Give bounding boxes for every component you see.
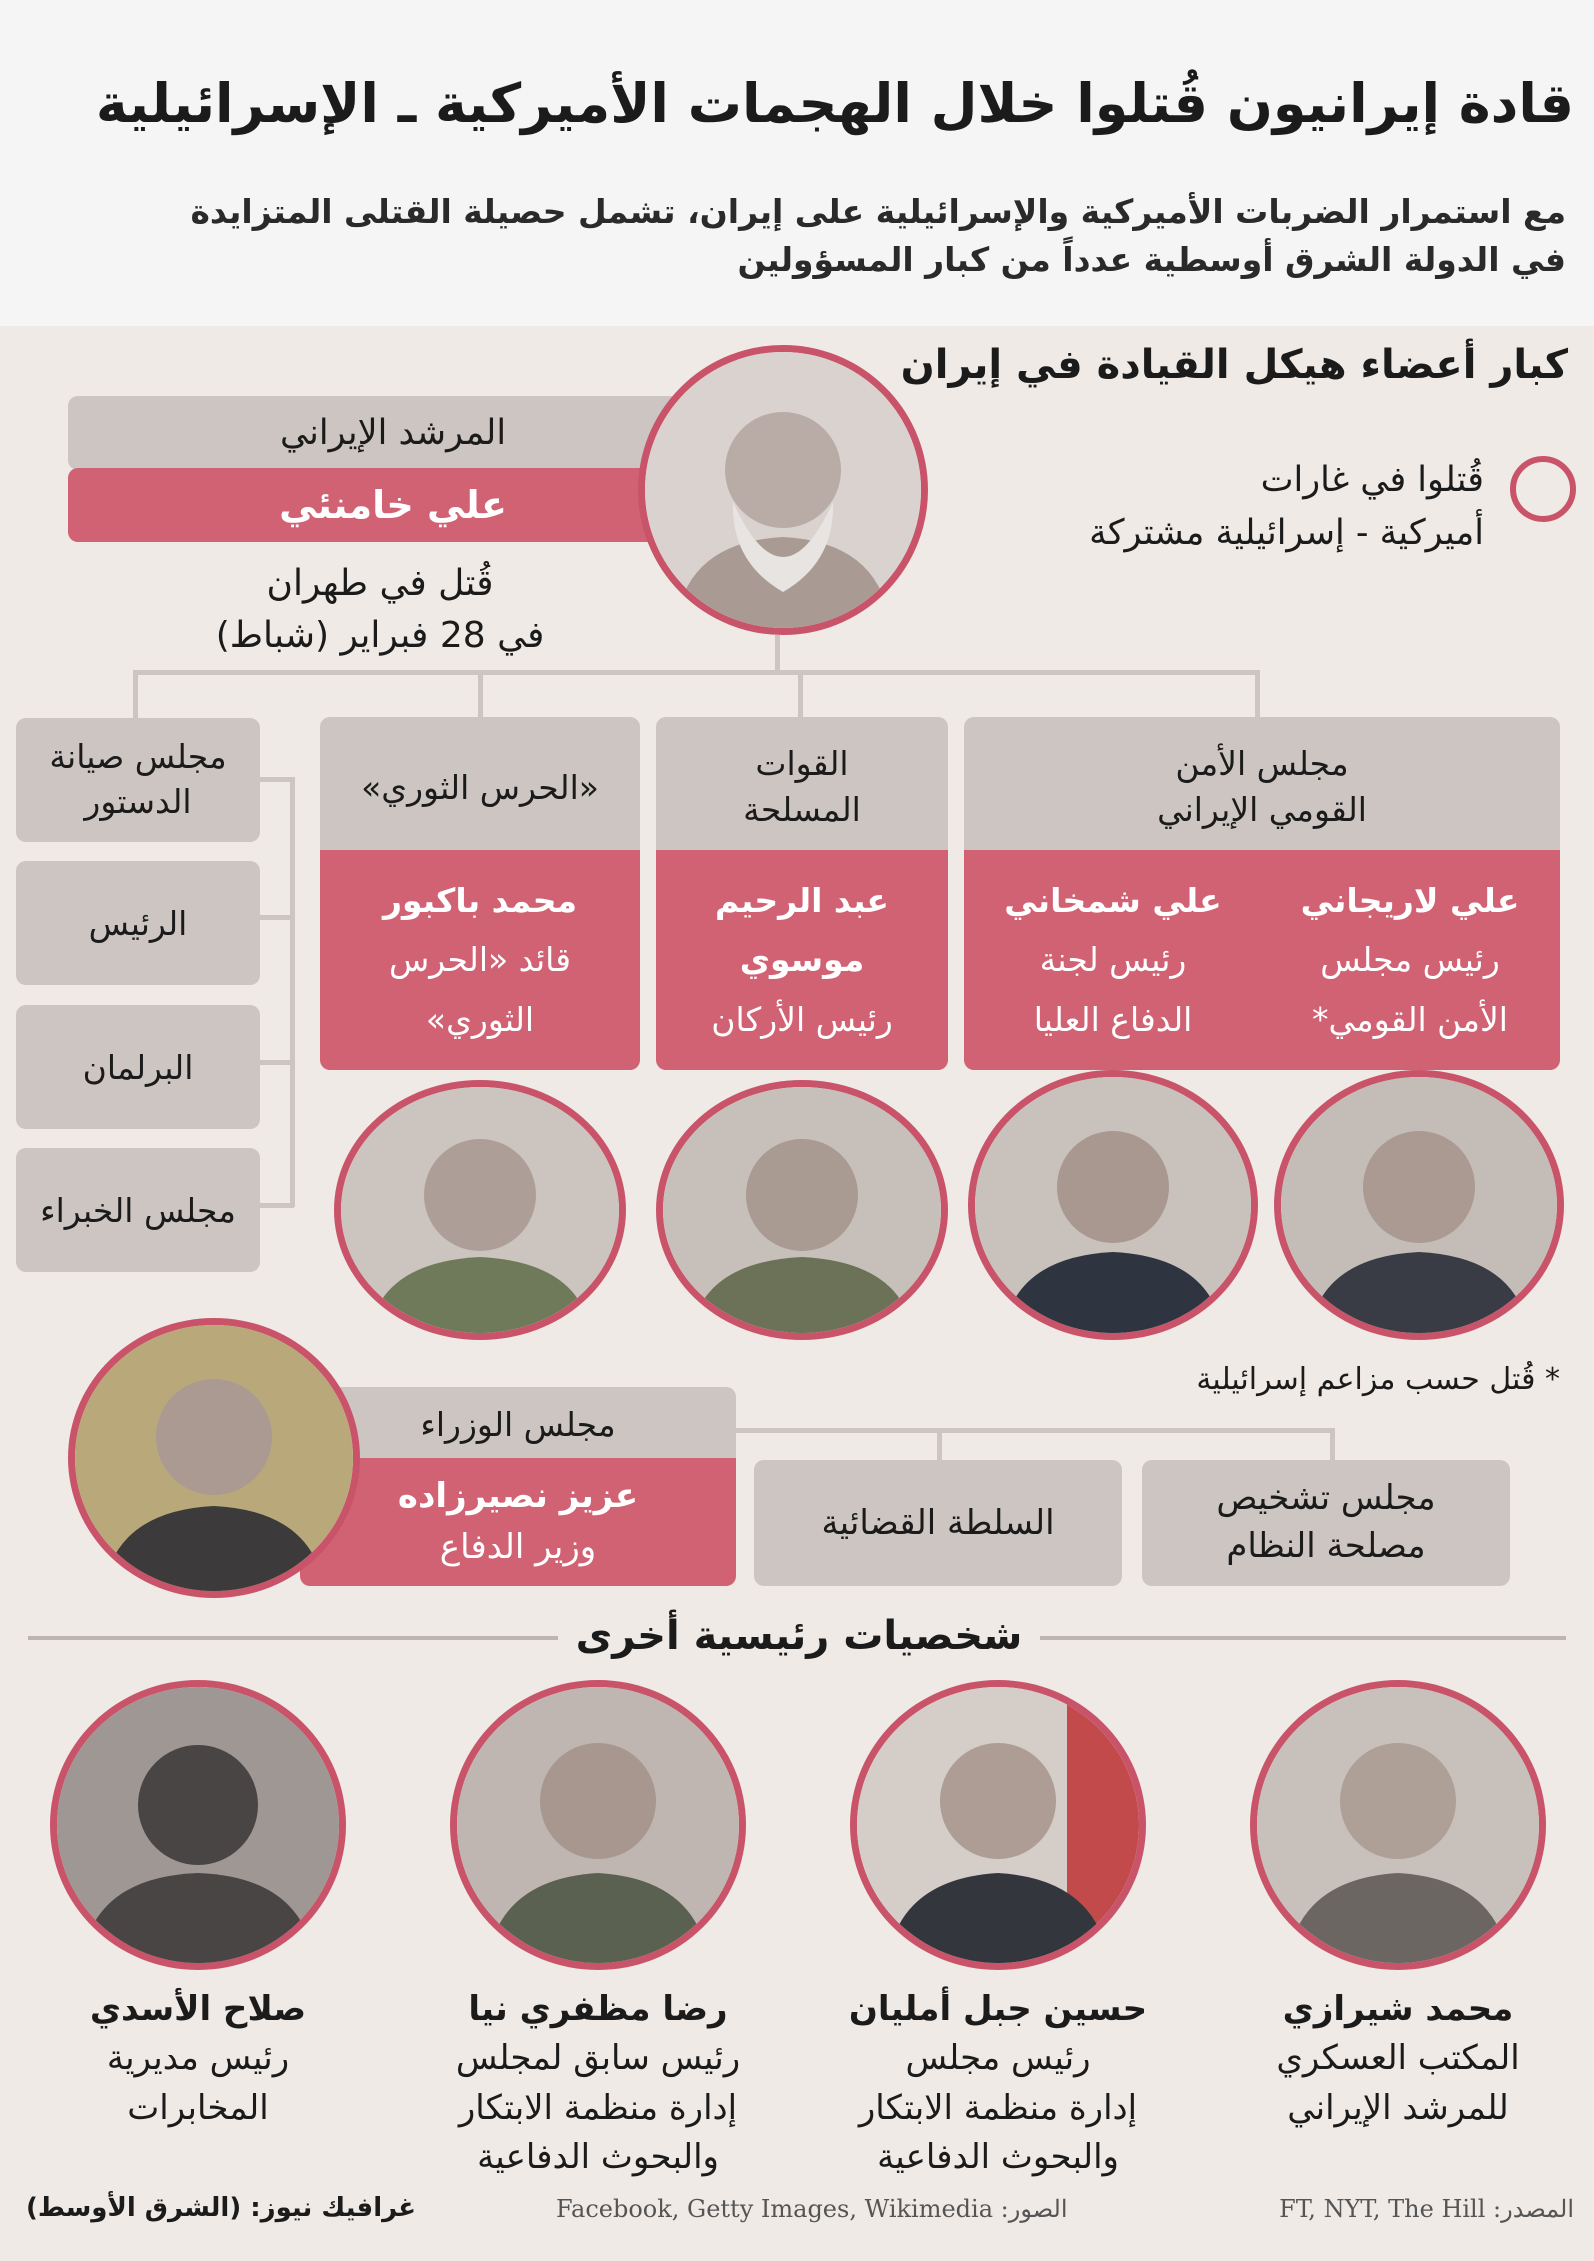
ministers-person-box (300, 1458, 736, 1586)
side-box-assembly-of-experts: مجلس الخبراء (16, 1148, 260, 1272)
expediency-council-box: مجلس تشخيص مصلحة النظام (1142, 1460, 1510, 1586)
snsc-header-2: القومي الإيراني (1157, 790, 1367, 829)
guard-name: محمد باكبور (382, 880, 578, 920)
photo-jabal-amelian (850, 1680, 1146, 1970)
leader-note (160, 558, 600, 662)
leader-role: المرشد الإيراني (279, 413, 507, 453)
snsc-header-1: مجلس الأمن (1175, 743, 1349, 783)
armed-name-1: عبد الرحيم (715, 880, 889, 920)
photo-shirazi (1250, 1680, 1546, 1970)
snsc-person-shamkhani: علي شمخاني رئيس لجنة الدفاع العليا (1004, 880, 1222, 1039)
side-box-president: الرئيس (16, 861, 260, 985)
other-person-mozaffari-nia: رضا مظفري نيا رئيس سابق لمجلس إدارة منظمة الابتكار والبحوث الدفاعية (455, 1989, 741, 2177)
leader-note-2: في 28 فبراير (شباط) (215, 615, 545, 657)
person-icon (975, 1077, 1251, 1333)
connector-top (133, 670, 1259, 675)
connector-side (290, 777, 295, 1207)
photos-line (556, 2195, 1068, 2223)
other-person-shirazi: محمد شيرازي المكتب العسكري للمرشد الإيراني (1276, 1989, 1520, 2128)
side-box-guardian-council: مجلس صيانة الدستور (16, 718, 260, 842)
leader-photo (638, 345, 928, 635)
credit: غرافيك نيوز: (الشرق الأوسط) (26, 2193, 417, 2223)
guard-person-box (320, 850, 640, 1070)
side-box-parliament: البرلمان (16, 1005, 260, 1129)
photos-text: Facebook, Getty Images, Wikimedia (556, 2195, 994, 2223)
photo-nasirzadeh (68, 1318, 360, 1598)
photo-asadi-placeholder (50, 1680, 346, 1970)
guard-title-1: قائد «الحرس (388, 940, 572, 980)
connector-leader (775, 635, 780, 673)
guard-header: «الحرس الثوري» (361, 767, 599, 807)
photo-mousavi (656, 1080, 948, 1340)
other-person-jabal-amelian: حسين جبل أمليان رئيس مجلس إدارة منظمة الابتكار والبحوث الدفاعية (848, 1989, 1148, 2177)
judiciary-box: السلطة القضائية (754, 1460, 1122, 1586)
subtitle-line-2: في الدولة الشرق أوسطية عدداً من كبار المسؤولين (737, 239, 1566, 279)
photo-pakpour (334, 1080, 626, 1340)
armed-header-box (656, 717, 948, 857)
photos-label: الصور: (1000, 2195, 1068, 2223)
armed-name-2: موسوي (739, 940, 865, 980)
source-label: المصدر: (1493, 2195, 1574, 2223)
connector-bottom (735, 1428, 1335, 1433)
legend-ring-icon (1510, 456, 1576, 522)
leader-name-box (68, 468, 718, 542)
person-icon (457, 1687, 739, 1963)
section-title: كبار أعضاء هيكل القيادة في إيران (900, 342, 1568, 388)
others-title: شخصيات رئيسية أخرى (575, 1613, 1023, 1659)
ministers-name: عزيز نصيرزاده (397, 1476, 639, 1516)
person-icon (1257, 1687, 1539, 1963)
guard-title-2: الثوري» (425, 999, 535, 1039)
guard-header-box (320, 717, 640, 857)
legend-line-2: أميركية - إسرائيلية مشتركة (1089, 512, 1484, 553)
photo-shamkhani (968, 1070, 1258, 1340)
legend-line-1: قُتلوا في غارات (1260, 460, 1484, 500)
leader-note-1: قُتل في طهران (266, 563, 494, 604)
snsc-person-box (964, 850, 1560, 1070)
leader-name: علي خامنئي (279, 483, 507, 527)
snsc-person-larijani: علي لاريجاني رئيس مجلس الأمن القومي* (1300, 880, 1520, 1039)
ministers-header-box (300, 1387, 736, 1461)
photo-mozaffari-nia (450, 1680, 746, 1970)
ministers-title: وزير الدفاع (439, 1527, 597, 1567)
other-person-asadi: صلاح الأسدي رئيس مديرية المخابرات (89, 1989, 307, 2128)
leader-role-box (68, 396, 718, 470)
snsc-header-box (964, 717, 1560, 857)
person-icon (857, 1687, 1139, 1963)
person-icon (341, 1087, 619, 1333)
person-icon (75, 1325, 353, 1591)
person-icon (663, 1087, 941, 1333)
legend-text (884, 454, 1484, 559)
person-icon (645, 352, 921, 628)
armed-person-box (656, 850, 948, 1070)
subtitle-line-1: مع استمرار الضربات الأميركية والإسرائيلية على إيران، تشمل حصيلة القتلى المتزايدة (190, 192, 1566, 231)
photo-larijani (1274, 1070, 1564, 1340)
ministers-header: مجلس الوزراء (420, 1404, 616, 1444)
armed-title: رئيس الأركان (711, 999, 893, 1039)
silhouette-icon (57, 1687, 339, 1963)
armed-header-2: المسلحة (743, 790, 861, 829)
person-icon (1281, 1077, 1557, 1333)
page-title: قادة إيرانيون قُتلوا خلال الهجمات الأميركية ـ الإسرائيلية (95, 72, 1574, 135)
footnote: * قُتل حسب مزاعم إسرائيلية (1196, 1362, 1560, 1397)
source-text: FT, NYT, The Hill (1279, 2195, 1486, 2223)
source-line (1279, 2195, 1574, 2223)
subtitle (26, 188, 1566, 284)
armed-header-1: القوات (755, 743, 849, 783)
